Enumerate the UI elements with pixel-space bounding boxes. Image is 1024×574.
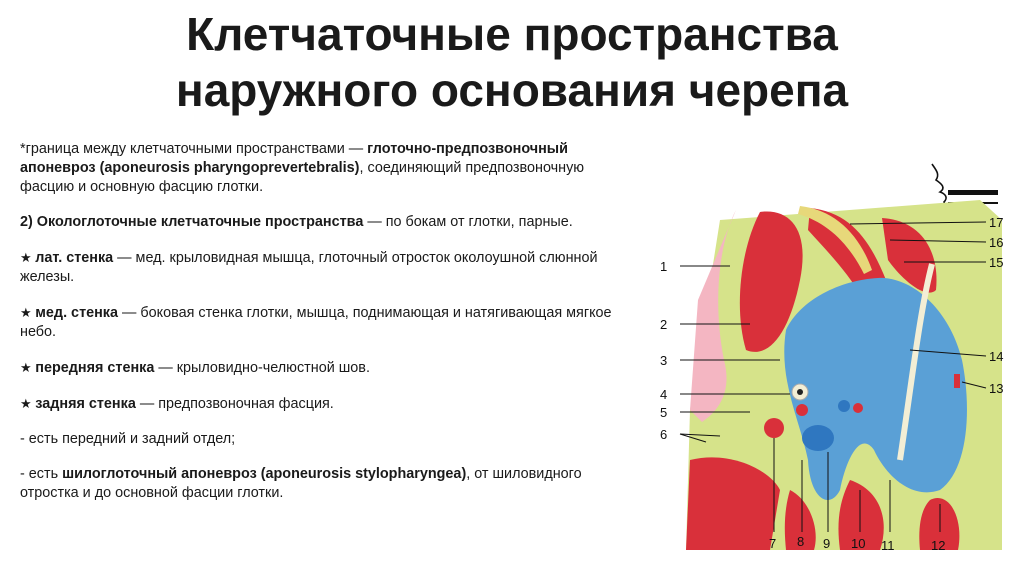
label-2: 2 — [660, 317, 668, 332]
text-segment: — мед. крыловидная мышца, глоточный отросток околоушной слюнной железы. — [20, 250, 598, 285]
label-10: 10 — [851, 536, 866, 551]
text-segment: , от шиловидного отростка и до основной фасции глотки. — [20, 466, 582, 501]
paragraph-lateral-wall — [20, 248, 642, 287]
text-segment-bold: лат. стенка — [35, 250, 114, 266]
label-13: 13 — [989, 381, 1004, 396]
text-segment-bold: 2) Окологлоточные клетчаточные пространства — [20, 214, 364, 230]
vein-9 — [802, 425, 834, 451]
nerve-dot — [797, 389, 803, 395]
anatomy-figure — [650, 160, 1018, 560]
label-17: 17 — [989, 215, 1004, 230]
star-bullet: ★ — [20, 360, 36, 375]
paragraph-posterior-wall — [20, 394, 642, 414]
label-11: 11 — [881, 538, 895, 553]
paragraph-divisions — [20, 430, 642, 449]
star-bullet: ★ — [20, 305, 36, 320]
artery-7 — [764, 418, 784, 438]
label-16: 16 — [989, 235, 1004, 250]
text-segment-bold: глоточно-предпозвоночный апоневроз (aponeurosis pharyngoprevertebralis) — [20, 141, 568, 176]
label-14: 14 — [989, 349, 1004, 364]
label-3: 3 — [660, 353, 668, 368]
paragraph-parapharyngeal — [20, 213, 642, 232]
text-segment-bold: мед. стенка — [35, 305, 119, 321]
label-7: 7 — [769, 536, 777, 551]
paragraph-anterior-wall — [20, 358, 642, 378]
red-mark — [954, 374, 960, 388]
small-red-dot — [853, 403, 863, 413]
slide-title-line-1: Клетчаточные пространства — [186, 8, 838, 60]
text-segment-bold: шилоглоточный апоневроз (aponeurosis stylopharyngea) — [62, 466, 467, 482]
vessel-small — [796, 404, 808, 416]
paragraph-boundary — [20, 140, 642, 197]
text-segment: *граница между клетчаточными пространствами — — [20, 141, 368, 157]
text-segment-bold: задняя стенка — [35, 396, 136, 412]
text-segment: , соединяющий предпозвоночную фасцию и основную фасцию глотки. — [20, 160, 585, 195]
text-segment: — боковая стенка глотки, мышца, поднимающая и натягивающая мягкое небо. — [20, 305, 612, 340]
paragraph-stylopharyngeal — [20, 465, 642, 503]
label-1: 1 — [660, 259, 668, 274]
anatomy-illustration — [650, 160, 1018, 560]
star-bullet: ★ — [20, 396, 36, 411]
label-12: 12 — [931, 538, 946, 553]
label-5: 5 — [660, 405, 668, 420]
label-6: 6 — [660, 427, 668, 442]
slide-title-line-2: наружного основания черепа — [175, 64, 849, 116]
text-segment: - есть передний и задний отдел; — [20, 431, 236, 447]
label-8: 8 — [797, 534, 805, 549]
label-15: 15 — [989, 255, 1004, 270]
text-body — [20, 140, 642, 519]
star-bullet: ★ — [20, 250, 36, 265]
small-blue-dot — [838, 400, 850, 412]
vessel-small — [809, 399, 819, 409]
text-segment: — по бокам от глотки, парные. — [363, 214, 573, 230]
red-mark — [900, 234, 908, 239]
text-segment: — предпозвоночная фасция. — [135, 396, 334, 412]
label-9: 9 — [823, 536, 831, 551]
slide-title — [0, 6, 1024, 118]
text-segment: — крыловидно-челюстной шов. — [154, 360, 370, 376]
text-segment: - есть — [20, 466, 63, 482]
paragraph-medial-wall — [20, 303, 642, 342]
label-4: 4 — [660, 387, 668, 402]
text-segment-bold: передняя стенка — [35, 360, 155, 376]
